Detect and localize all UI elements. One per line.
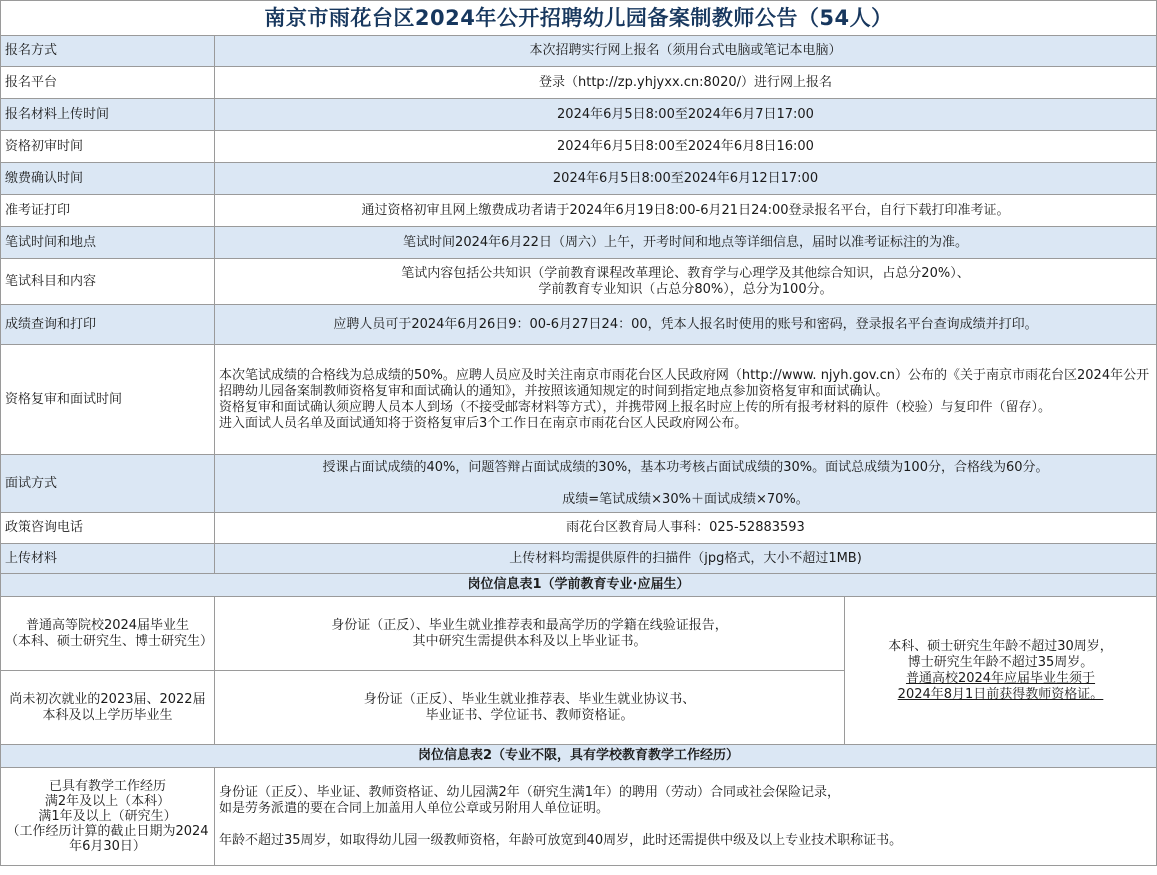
row-label-interview-method: 面试方式: [1, 455, 215, 513]
row-label-review-interview: 资格复审和面试时间: [1, 345, 215, 455]
row-label-registration-method: 报名方式: [1, 36, 215, 67]
table1-docs-prior-graduates: 身份证（正反）、毕业生就业推荐表、毕业生就业协议书、 毕业证书、学位证书、教师资格证。: [215, 671, 845, 745]
table1-age-note: [845, 597, 1157, 745]
row-label-score-query: 成绩查询和打印: [1, 305, 215, 345]
row-value-admission-ticket: 通过资格初审且网上缴费成功者请于2024年6月19日8:00-6月21日24:00登录报名平台，自行下载打印准考证。: [215, 195, 1157, 227]
row-value-interview-method: 授课占面试成绩的40%，问题答辩占面试成绩的30%，基本功考核占面试成绩的30%。面试总成绩为100分，合格线为60分。 成绩=笔试成绩×30%＋面试成绩×70%。: [215, 455, 1157, 513]
table1-docs-2024-graduates: 身份证（正反）、毕业生就业推荐表和最高学历的学籍在线验证报告， 其中研究生需提供本科及以上毕业证书。: [215, 597, 845, 671]
row-value-registration-method: 本次招聘实行网上报名（须用台式电脑或笔记本电脑）: [215, 36, 1157, 67]
row-value-registration-platform[interactable]: 登录（http://zp.yhjyxx.cn:8020/）进行网上报名: [215, 67, 1157, 99]
row-value-upload-time: 2024年6月5日8:00至2024年6月7日17:00: [215, 99, 1157, 131]
row-value-upload-materials: 上传材料均需提供原件的扫描件（jpg格式，大小不超过1MB): [215, 544, 1157, 574]
row-label-upload-materials: 上传材料: [1, 544, 215, 574]
row-label-admission-ticket: 准考证打印: [1, 195, 215, 227]
table1-category-prior-graduates: 尚未初次就业的2023届、2022届本科及以上学历毕业生: [1, 671, 215, 745]
table1-header: 岗位信息表1（学前教育专业·应届生）: [1, 574, 1157, 597]
row-value-review-interview: 本次笔试成绩的合格线为总成绩的50%。应聘人员应及时关注南京市雨花台区人民政府网（http://www. njyh.gov.cn）公布的《关于南京市雨花台区2024年公开招聘幼儿园备案制教师资格复审和面试确认的通知》，并按照该通知规定的时间到指定地点参加资格复审和面试确认。 资格复审和面试确认须应聘人员本人到场（不接受邮寄材料等方式），并携带网上报名时应上传的所有报考材料的原件（校验）与复印件（留存）。 进入面试人员名单及面试通知将于资格复审后3个工作日在南京市雨花台区人民政府网公布。: [215, 345, 1157, 455]
row-label-exam-subjects: 笔试科目和内容: [1, 259, 215, 305]
page-title: 南京市雨花台区2024年公开招聘幼儿园备案制教师公告（54人）: [1, 1, 1157, 36]
table2-category-experience: 已具有教学工作经历 满2年及以上（本科） 满1年及以上（研究生） （工作经历计算的截止日期为2024年6月30日）: [1, 768, 215, 866]
row-value-initial-review: 2024年6月5日8:00至2024年6月8日16:00: [215, 131, 1157, 163]
row-label-exam-time: 笔试时间和地点: [1, 227, 215, 259]
table1-category-2024-graduates: 普通高等院校2024届毕业生 （本科、硕士研究生、博士研究生）: [1, 597, 215, 671]
row-label-initial-review: 资格初审时间: [1, 131, 215, 163]
table2-docs-experience: 身份证（正反）、毕业证、教师资格证、幼儿园满2年（研究生满1年）的聘用（劳动）合同或社会保险记录， 如是劳务派遣的要在合同上加盖用人单位公章或另附用人单位证明。 年龄不超过35周岁，如取得幼儿园一级教师资格，年龄可放宽到40周岁，此时还需提供中级及以上专业技术职称证书。: [215, 768, 1157, 866]
row-value-policy-phone: 雨花台区教育局人事科：025-52883593: [215, 513, 1157, 544]
row-value-score-query: 应聘人员可于2024年6月26日9：00-6月27日24：00，凭本人报名时使用的账号和密码，登录报名平台查询成绩并打印。: [215, 305, 1157, 345]
row-label-registration-platform: 报名平台: [1, 67, 215, 99]
row-value-exam-time: 笔试时间2024年6月22日（周六）上午，开考时间和地点等详细信息，届时以准考证标注的为准。: [215, 227, 1157, 259]
row-value-exam-subjects: 笔试内容包括公共知识（学前教育课程改革理论、教育学与心理学及其他综合知识，占总分20%）、 学前教育专业知识（占总分80%），总分为100分。: [215, 259, 1157, 305]
row-label-upload-time: 报名材料上传时间: [1, 99, 215, 131]
table1-age-note-plain: 本科、硕士研究生年龄不超过30周岁， 博士研究生年龄不超过35周岁。: [888, 638, 1113, 670]
row-value-payment: 2024年6月5日8:00至2024年6月12日17:00: [215, 163, 1157, 195]
table1-age-note-underline: 普通高校2024年应届毕业生须于 2024年8月1日前获得教师资格证。: [897, 670, 1104, 702]
row-label-policy-phone: 政策咨询电话: [1, 513, 215, 544]
table2-header: 岗位信息表2（专业不限，具有学校教育教学工作经历）: [1, 745, 1157, 768]
row-label-payment: 缴费确认时间: [1, 163, 215, 195]
